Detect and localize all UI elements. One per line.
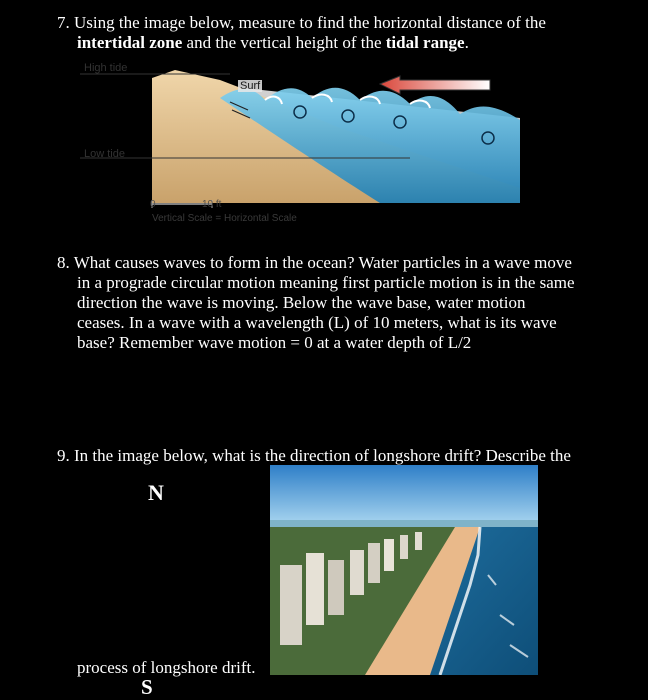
building-1 [280,565,302,645]
question-8-line-3: direction the wave is moving. Below the wave base, water motion [77,293,526,312]
question-9-line-2: process of longshore drift. [77,658,256,677]
building-8 [415,532,422,550]
compass-south: S [141,675,153,699]
building-7 [400,535,408,559]
sky [270,465,538,525]
building-5 [368,543,380,583]
low-tide-label: Low tide [84,148,125,160]
scale-zero-label: 0 [150,199,156,210]
tidal-range-term: tidal range [385,33,465,52]
question-9-line-1: 9. In the image below, what is the direction of longshore drift? Describe the [57,446,571,465]
question-8-line-1: 8. What causes waves to form in the ocean? Water particles in a wave move [57,253,572,272]
high-tide-label: High tide [84,62,128,74]
question-7-line-1: 7. Using the image below, measure to find the horizontal distance of the [57,13,546,32]
question-8 [57,253,617,353]
compass-north: N [148,480,164,505]
building-3 [328,560,344,615]
tide-wave-diagram [80,58,520,230]
surf-label: Surf [240,80,261,92]
question-8-line-2: in a prograde circular motion meaning first particle motion is in the same [77,273,575,292]
scale-ten-label: 10 ft [202,199,222,210]
scale-caption: Vertical Scale = Horizontal Scale [152,213,297,224]
intertidal-zone-term: intertidal zone [77,33,183,52]
question-8-line-5: base? Remember wave motion = 0 at a water depth of L/2 [77,333,472,352]
question-9 [57,446,637,466]
beach-photo-svg [270,465,538,675]
question-7 [57,13,617,53]
question-8-line-4: ceases. In a wave with a wavelength (L) of 10 meters, what is its wave [77,313,557,332]
building-2 [306,553,324,625]
beach-aerial-photo [270,465,538,675]
question-7-line-2-end: . [464,33,469,52]
building-4 [350,550,364,595]
building-6 [384,539,394,571]
question-7-line-2-mid: and the vertical height of the [182,33,386,52]
tide-diagram-svg [80,58,520,230]
